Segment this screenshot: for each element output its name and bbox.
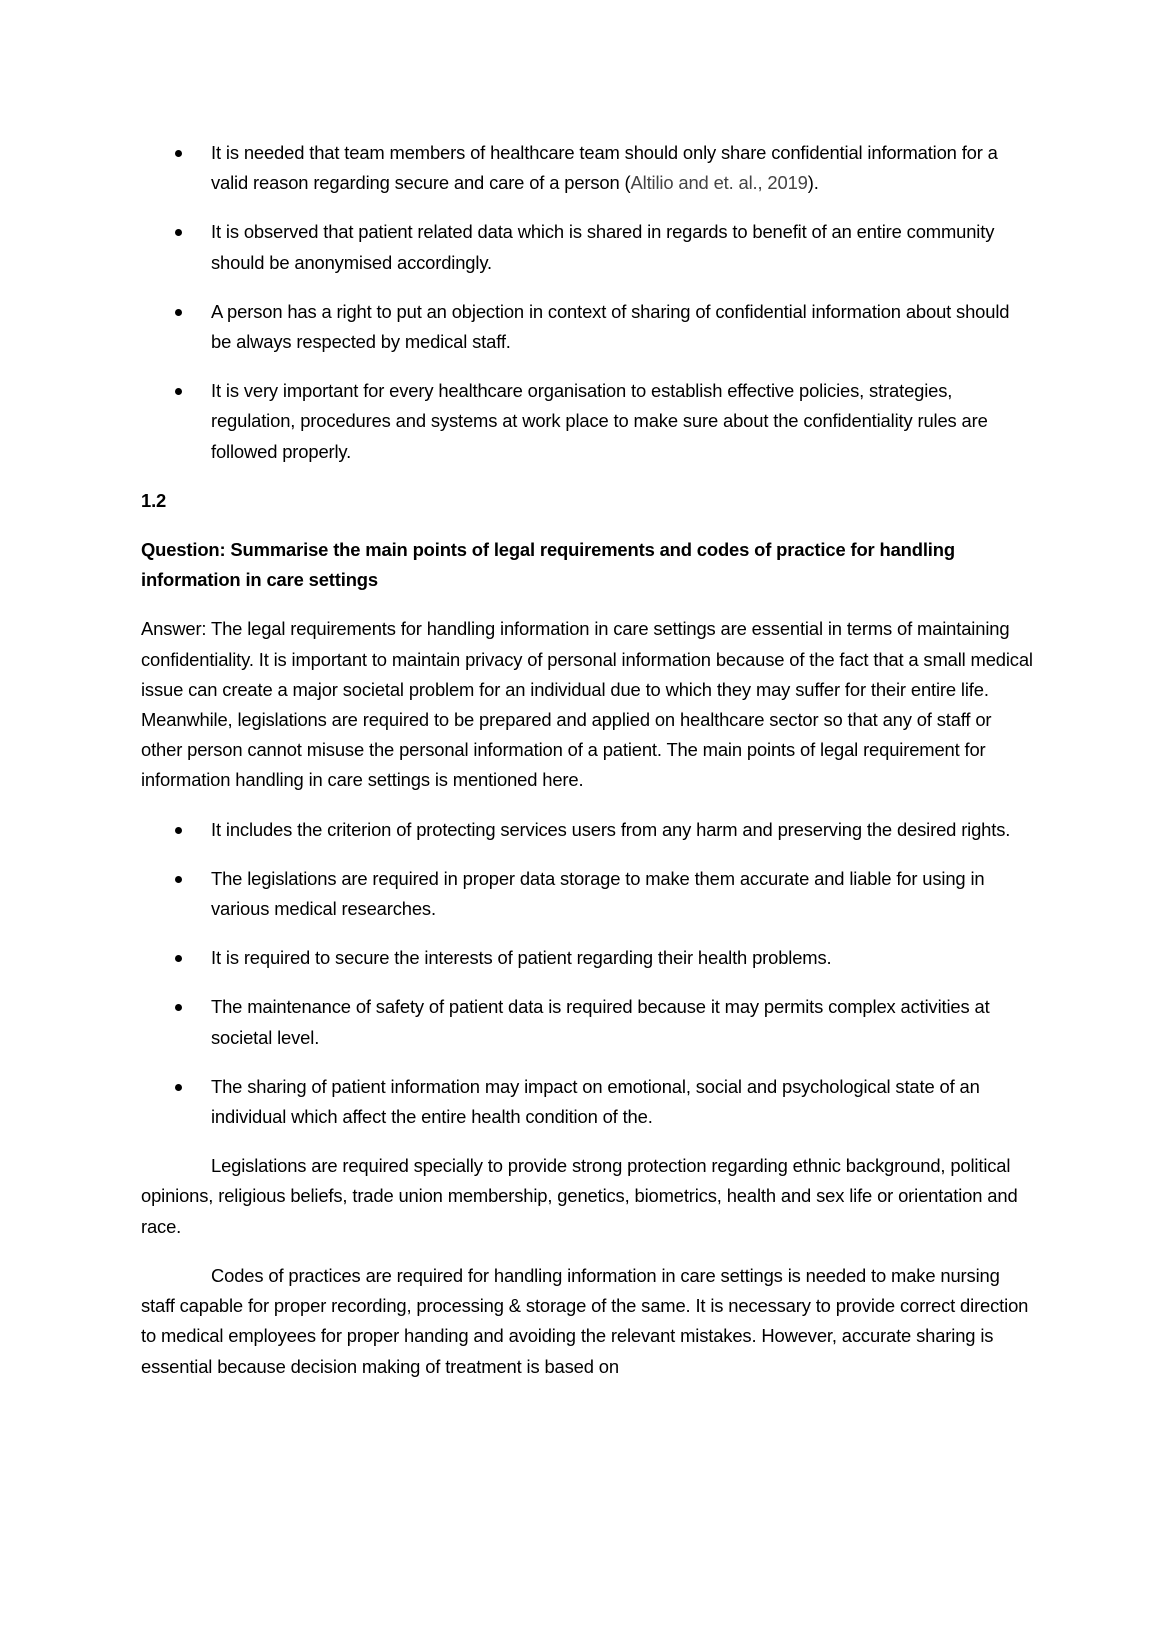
list-item [141, 864, 1033, 924]
answer-paragraph: Answer: The legal requirements for handling information in care settings are essential in terms of maintaining confidentiality. It is important to maintain privacy of personal information because of the fact that a small medical issue can create a major societal problem for an individual due to which they may suffer for their entire life. Meanwhile, legislations are required to be prepared and applied on healthcare sector so that any of staff or other person cannot misuse the personal information of a patient. The main points of legal requirement for information handling in care settings is mentioned here. [141, 618, 1033, 791]
list-item-text: It is observed that patient related data which is shared in regards to benefit of an entire community should be anonymised accordingly. [211, 221, 995, 273]
list-item-text: The maintenance of safety of patient data is required because it may permits complex activities at societal level. [211, 996, 990, 1048]
list-item [141, 217, 1033, 277]
bullet-icon [175, 876, 182, 883]
bullet-icon [175, 1084, 182, 1091]
list-item-text: The sharing of patient information may impact on emotional, social and psychological state of an individual which affect the entire health condition of the. [211, 1075, 980, 1128]
bullet-icon [175, 150, 182, 157]
list-item [141, 138, 1033, 198]
question-heading: Question: Summarise the main points of legal requirements and codes of practice for handling information in care settings [141, 539, 955, 591]
list-item-text: It is very important for every healthcare organisation to establish effective policies, strategies, regulation, procedures and systems at work place to make sure about the confidentiality rules are followed properly. [211, 380, 988, 462]
bullet-list-legal-requirements [141, 815, 1033, 1133]
list-item [141, 943, 1033, 973]
citation: Altilio and et. al., 2019 [630, 172, 808, 194]
list-item [141, 297, 1033, 357]
bullet-icon [175, 229, 182, 236]
bullet-icon [175, 827, 182, 834]
list-item [141, 1072, 1033, 1132]
list-item [141, 992, 1033, 1052]
section-number: 1.2 [141, 489, 167, 511]
list-item-text: It is required to secure the interests of patient regarding their health problems. [211, 947, 832, 969]
list-item [141, 815, 1033, 845]
bullet-icon [175, 1004, 182, 1011]
list-item-text-end: ). [807, 172, 819, 194]
list-item-text: A person has a right to put an objection in context of sharing of confidential information about should be always respected by medical staff. [211, 300, 1010, 353]
list-item [141, 376, 1033, 467]
list-item-text: It includes the criterion of protecting services users from any harm and preserving the desired rights. [211, 818, 1011, 840]
bullet-icon [175, 955, 182, 962]
bullet-icon [175, 388, 182, 395]
document-page [141, 138, 1033, 1401]
bullet-icon [175, 309, 182, 316]
codes-of-practice-paragraph: Codes of practices are required for handling information in care settings is needed to make nursing staff capable for proper recording, processing & storage of the same. It is necessary to provide correct direction to medical employees for proper handing and avoiding the relevant mistakes. However, accurate sharing is essential because decision making of treatment is based on [141, 1264, 1029, 1377]
list-item-text: The legislations are required in proper data storage to make them accurate and liable for using in various medical researches. [211, 867, 985, 920]
legislations-paragraph: Legislations are required specially to provide strong protection regarding ethnic background, political opinions, religious beliefs, trade union membership, genetics, biometrics, health and sex life or orientation and race. [141, 1155, 1018, 1237]
list-item-text: It is needed that team members of healthcare team should only share confidential information for a valid reason regarding secure and care of a person ( [211, 142, 998, 194]
bullet-list-confidentiality [141, 138, 1033, 467]
